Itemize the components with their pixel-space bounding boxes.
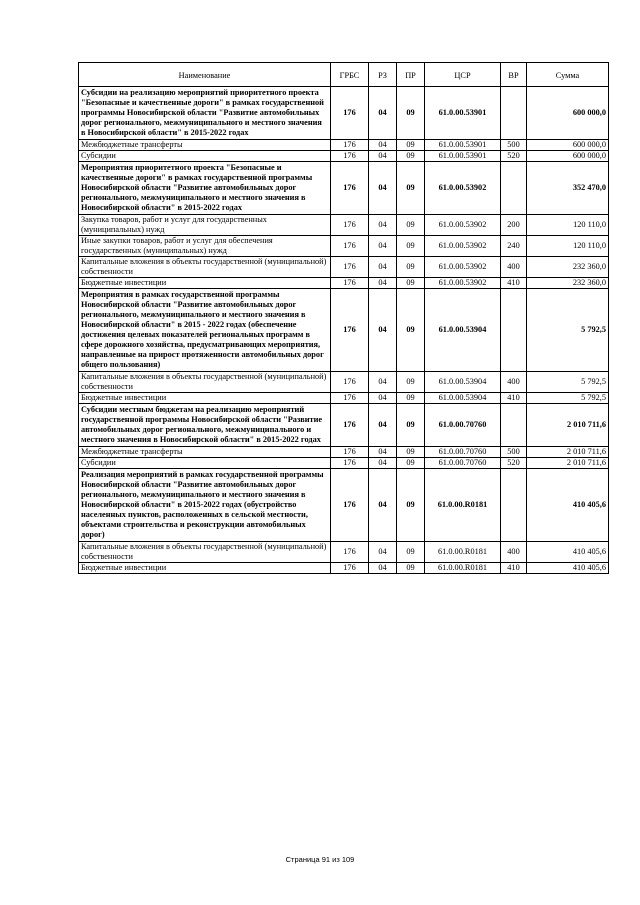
cell-csr: 61.0.00.53904 bbox=[425, 393, 501, 404]
cell-sum: 232 360,0 bbox=[527, 278, 609, 289]
cell-pr: 09 bbox=[397, 140, 425, 151]
table-row bbox=[79, 393, 609, 404]
cell-vr bbox=[501, 289, 527, 372]
cell-vr bbox=[501, 404, 527, 447]
cell-vr: 410 bbox=[501, 393, 527, 404]
cell-name: Бюджетные инвестиции bbox=[79, 393, 331, 404]
cell-rz: 04 bbox=[369, 469, 397, 542]
cell-vr: 400 bbox=[501, 372, 527, 393]
cell-pr: 09 bbox=[397, 542, 425, 563]
cell-csr: 61.0.00.53902 bbox=[425, 162, 501, 215]
cell-pr: 09 bbox=[397, 215, 425, 236]
cell-csr: 61.0.00.53904 bbox=[425, 372, 501, 393]
cell-rz: 04 bbox=[369, 458, 397, 469]
cell-vr: 520 bbox=[501, 151, 527, 162]
table-row bbox=[79, 447, 609, 458]
table-row bbox=[79, 458, 609, 469]
cell-grbs: 176 bbox=[331, 162, 369, 215]
cell-grbs: 176 bbox=[331, 140, 369, 151]
cell-sum: 2 010 711,6 bbox=[527, 404, 609, 447]
table-row bbox=[79, 278, 609, 289]
cell-grbs: 176 bbox=[331, 542, 369, 563]
cell-sum: 5 792,5 bbox=[527, 393, 609, 404]
header-csr: ЦСР bbox=[425, 63, 501, 87]
cell-grbs: 176 bbox=[331, 278, 369, 289]
cell-rz: 04 bbox=[369, 257, 397, 278]
cell-rz: 04 bbox=[369, 393, 397, 404]
cell-rz: 04 bbox=[369, 278, 397, 289]
cell-csr: 61.0.00.70760 bbox=[425, 404, 501, 447]
cell-rz: 04 bbox=[369, 447, 397, 458]
cell-rz: 04 bbox=[369, 162, 397, 215]
cell-name: Субсидии местным бюджетам на реализацию мероприятий государственной программы Новосибирской области "Развитие автомобильных дорог регионального, межмуниципального и местного значения в Новосибирской области" в 2015-2022 годах bbox=[79, 404, 331, 447]
cell-sum: 120 110,0 bbox=[527, 236, 609, 257]
cell-pr: 09 bbox=[397, 372, 425, 393]
cell-sum: 120 110,0 bbox=[527, 215, 609, 236]
table-row bbox=[79, 236, 609, 257]
cell-name: Субсидии bbox=[79, 151, 331, 162]
cell-csr: 61.0.00.53901 bbox=[425, 151, 501, 162]
table-row bbox=[79, 215, 609, 236]
cell-csr: 61.0.00.R0181 bbox=[425, 542, 501, 563]
cell-csr: 61.0.00.53902 bbox=[425, 236, 501, 257]
table-row bbox=[79, 151, 609, 162]
cell-sum: 410 405,6 bbox=[527, 563, 609, 574]
cell-name: Закупка товаров, работ и услуг для государственных (муниципальных) нужд bbox=[79, 215, 331, 236]
cell-csr: 61.0.00.53901 bbox=[425, 140, 501, 151]
cell-pr: 09 bbox=[397, 393, 425, 404]
cell-grbs: 176 bbox=[331, 469, 369, 542]
table-row bbox=[79, 257, 609, 278]
cell-vr: 240 bbox=[501, 236, 527, 257]
table-row bbox=[79, 140, 609, 151]
table-row bbox=[79, 542, 609, 563]
cell-vr: 520 bbox=[501, 458, 527, 469]
cell-pr: 09 bbox=[397, 404, 425, 447]
cell-name: Иные закупки товаров, работ и услуг для обеспечения государственных (муниципальных) нужд bbox=[79, 236, 331, 257]
cell-rz: 04 bbox=[369, 215, 397, 236]
cell-csr: 61.0.00.53902 bbox=[425, 215, 501, 236]
cell-sum: 2 010 711,6 bbox=[527, 458, 609, 469]
cell-pr: 09 bbox=[397, 236, 425, 257]
cell-csr: 61.0.00.53901 bbox=[425, 87, 501, 140]
cell-pr: 09 bbox=[397, 162, 425, 215]
cell-csr: 61.0.00.53904 bbox=[425, 289, 501, 372]
cell-sum: 600 000,0 bbox=[527, 140, 609, 151]
cell-name: Реализация мероприятий в рамках государственной программы Новосибирской области "Развитие автомобильных дорог регионального, межмуниципального и местного значения в Новосибирской области" в 2015-2022 годах (обустройство населенных пунктов, расположенных в сельской местности, объектами строительства и реконструкции автомобильных дорог) bbox=[79, 469, 331, 542]
cell-sum: 232 360,0 bbox=[527, 257, 609, 278]
cell-sum: 410 405,6 bbox=[527, 469, 609, 542]
cell-grbs: 176 bbox=[331, 393, 369, 404]
table-row bbox=[79, 87, 609, 140]
cell-name: Капитальные вложения в объекты государственной (муниципальной) собственности bbox=[79, 372, 331, 393]
cell-grbs: 176 bbox=[331, 372, 369, 393]
cell-grbs: 176 bbox=[331, 236, 369, 257]
header-rz: РЗ bbox=[369, 63, 397, 87]
table-row bbox=[79, 563, 609, 574]
cell-name: Мероприятия в рамках государственной программы Новосибирской области "Развитие автомобильных дорог регионального, межмуниципального и местного значения в Новосибирской области" в 2015 - 2022 годах (обеспечение достижения целевых показателей региональных программ в сфере дорожного хозяйства, предусматривающих мероприятия, направленные на прирост протяженности автомобильных дорог общего пользования) bbox=[79, 289, 331, 372]
cell-name: Субсидии bbox=[79, 458, 331, 469]
cell-rz: 04 bbox=[369, 87, 397, 140]
cell-sum: 600 000,0 bbox=[527, 151, 609, 162]
cell-csr: 61.0.00.R0181 bbox=[425, 469, 501, 542]
cell-grbs: 176 bbox=[331, 87, 369, 140]
cell-vr: 410 bbox=[501, 278, 527, 289]
cell-csr: 61.0.00.53902 bbox=[425, 278, 501, 289]
cell-name: Субсидии на реализацию мероприятий приоритетного проекта "Безопасные и качественные дороги" в рамках государственной программы Новосибирской области "Развитие автомобильных дорог регионального, межмуниципального и местного значения в Новосибирской области" в 2015-2022 годах bbox=[79, 87, 331, 140]
page-number: Страница 91 из 109 bbox=[285, 855, 355, 864]
cell-name: Капитальные вложения в объекты государственной (муниципальной) собственности bbox=[79, 257, 331, 278]
header-vr: ВР bbox=[501, 63, 527, 87]
cell-name: Капитальные вложения в объекты государственной (муниципальной) собственности bbox=[79, 542, 331, 563]
table-row bbox=[79, 469, 609, 542]
cell-pr: 09 bbox=[397, 289, 425, 372]
cell-rz: 04 bbox=[369, 289, 397, 372]
header-name: Наименование bbox=[79, 63, 331, 87]
cell-grbs: 176 bbox=[331, 151, 369, 162]
cell-vr: 500 bbox=[501, 447, 527, 458]
cell-vr: 410 bbox=[501, 563, 527, 574]
cell-pr: 09 bbox=[397, 447, 425, 458]
table-row bbox=[79, 289, 609, 372]
cell-name: Бюджетные инвестиции bbox=[79, 278, 331, 289]
cell-pr: 09 bbox=[397, 257, 425, 278]
header-sum: Сумма bbox=[527, 63, 609, 87]
table-header-row bbox=[79, 63, 609, 87]
cell-name: Межбюджетные трансферты bbox=[79, 447, 331, 458]
cell-vr: 400 bbox=[501, 542, 527, 563]
cell-csr: 61.0.00.70760 bbox=[425, 447, 501, 458]
cell-sum: 600 000,0 bbox=[527, 87, 609, 140]
table-row bbox=[79, 162, 609, 215]
cell-rz: 04 bbox=[369, 372, 397, 393]
cell-vr bbox=[501, 469, 527, 542]
table-row bbox=[79, 372, 609, 393]
cell-vr: 200 bbox=[501, 215, 527, 236]
cell-sum: 5 792,5 bbox=[527, 372, 609, 393]
cell-pr: 09 bbox=[397, 458, 425, 469]
table-body bbox=[79, 87, 609, 574]
cell-grbs: 176 bbox=[331, 447, 369, 458]
cell-vr: 500 bbox=[501, 140, 527, 151]
cell-rz: 04 bbox=[369, 140, 397, 151]
cell-sum: 410 405,6 bbox=[527, 542, 609, 563]
cell-vr bbox=[501, 162, 527, 215]
header-grbs: ГРБС bbox=[331, 63, 369, 87]
cell-vr: 400 bbox=[501, 257, 527, 278]
cell-pr: 09 bbox=[397, 278, 425, 289]
cell-rz: 04 bbox=[369, 563, 397, 574]
cell-grbs: 176 bbox=[331, 257, 369, 278]
cell-pr: 09 bbox=[397, 151, 425, 162]
cell-name: Межбюджетные трансферты bbox=[79, 140, 331, 151]
cell-csr: 61.0.00.70760 bbox=[425, 458, 501, 469]
cell-rz: 04 bbox=[369, 404, 397, 447]
cell-grbs: 176 bbox=[331, 215, 369, 236]
cell-name: Мероприятия приоритетного проекта "Безопасные и качественные дороги" в рамках государственной программы Новосибирской области "Развитие автомобильных дорог регионального, межмуниципального и местного значения в Новосибирской области" в 2015-2022 годах bbox=[79, 162, 331, 215]
cell-grbs: 176 bbox=[331, 458, 369, 469]
cell-name: Бюджетные инвестиции bbox=[79, 563, 331, 574]
cell-pr: 09 bbox=[397, 563, 425, 574]
cell-sum: 352 470,0 bbox=[527, 162, 609, 215]
cell-pr: 09 bbox=[397, 87, 425, 140]
budget-table bbox=[78, 62, 609, 574]
header-pr: ПР bbox=[397, 63, 425, 87]
cell-csr: 61.0.00.R0181 bbox=[425, 563, 501, 574]
table-row bbox=[79, 404, 609, 447]
cell-sum: 2 010 711,6 bbox=[527, 447, 609, 458]
cell-grbs: 176 bbox=[331, 563, 369, 574]
cell-grbs: 176 bbox=[331, 404, 369, 447]
cell-rz: 04 bbox=[369, 542, 397, 563]
cell-csr: 61.0.00.53902 bbox=[425, 257, 501, 278]
cell-rz: 04 bbox=[369, 236, 397, 257]
cell-sum: 5 792,5 bbox=[527, 289, 609, 372]
cell-vr bbox=[501, 87, 527, 140]
cell-grbs: 176 bbox=[331, 289, 369, 372]
cell-pr: 09 bbox=[397, 469, 425, 542]
cell-rz: 04 bbox=[369, 151, 397, 162]
